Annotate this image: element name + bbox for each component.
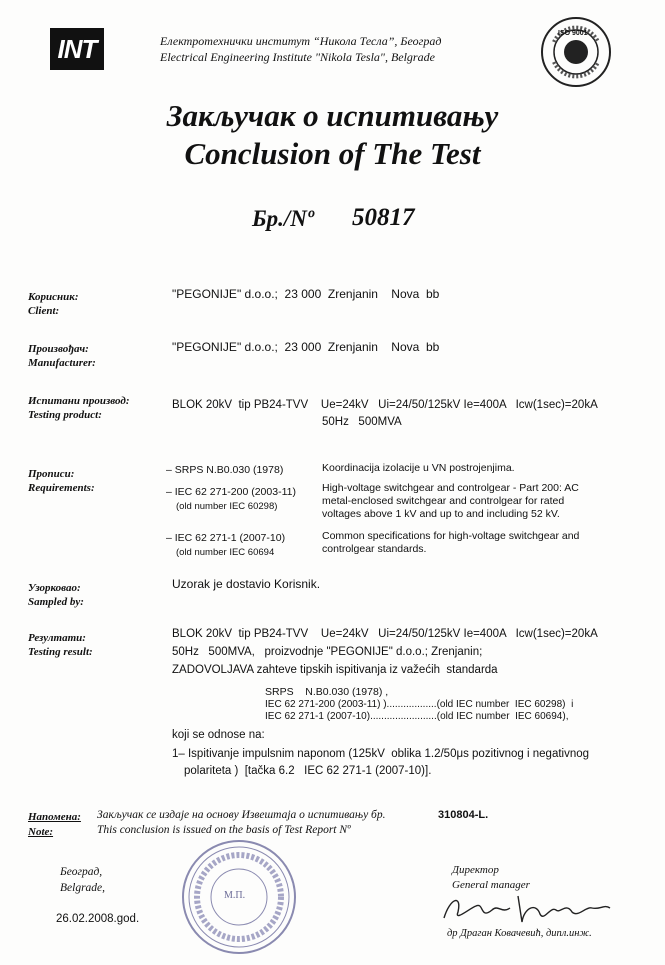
client-value: "PEGONIJE" d.o.o.; 23 000 Zrenjanin Nova bb xyxy=(172,287,440,301)
req-2-desc-3: voltages above 1 kV and up to and including 52 kV. xyxy=(322,508,560,520)
req-1-code: – SRPS N.B0.030 (1978) xyxy=(166,464,284,476)
title-en: Conclusion of The Test xyxy=(184,136,481,171)
product-line1: BLOK 20kV tip PB24-TVV Ue=24kV Ui=24/50/125kV Ie=400A Icw(1sec)=20kA xyxy=(172,399,598,411)
requirements-label-en: Requirements: xyxy=(28,482,95,494)
product-label-sr: Испитани производ: xyxy=(28,395,130,407)
institute-name-en: Electrical Engineering Institute "Nikola Tesla", Belgrade xyxy=(160,50,435,64)
note-text-en: This conclusion is issued on the basis of Test Report Nº xyxy=(97,824,351,836)
sampled-label-sr: Узорковао: xyxy=(28,582,81,594)
results-label-en: Testing result: xyxy=(28,646,93,658)
results-std3: IEC 62 271-1 (2007-10)........................(old IEC number IEC 60694), xyxy=(265,711,569,722)
req-3-desc-2: controlgear standards. xyxy=(322,543,427,555)
client-label-en: Client: xyxy=(28,305,60,317)
req-3-code: – IEC 62 271-1 (2007-10) xyxy=(166,532,286,544)
director-name: др Драган Ковачевић, дипл.инж. xyxy=(447,928,592,939)
title-sr: Закључак о испитивању xyxy=(166,98,499,133)
results-item1b: polariteta ) [tačka 6.2 IEC 62 271-1 (2007-10)]. xyxy=(184,765,432,777)
certification-seal xyxy=(540,16,612,88)
doc-number-label: Бр./Nº xyxy=(252,206,314,231)
product-label-en: Testing product: xyxy=(28,409,102,421)
official-stamp xyxy=(180,838,298,956)
req-1-desc: Koordinacija izolacije u VN postrojenjima. xyxy=(322,462,515,474)
req-2-desc-1: High-voltage switchgear and controlgear - Part 200: AC xyxy=(322,482,579,494)
product-line2: 50Hz 500MVA xyxy=(322,416,402,428)
director-title-sr: Директор xyxy=(452,864,499,876)
manufacturer-label-en: Manufacturer: xyxy=(28,357,96,369)
issue-date: 26.02.2008.god. xyxy=(56,913,140,925)
req-2-code: – IEC 62 271-200 (2003-11) xyxy=(166,486,296,498)
requirements-label-sr: Прописи: xyxy=(28,468,75,480)
place-en: Belgrade, xyxy=(60,882,106,894)
results-label-sr: Резултати: xyxy=(28,632,86,644)
stamp-center-text: М.П. xyxy=(224,890,246,901)
institute-logo xyxy=(50,28,104,70)
note-text-sr: Закључак се издаје на основу Извештаја о испитивању бр. xyxy=(97,809,386,821)
director-signature xyxy=(440,888,620,930)
director-title-en: General manager xyxy=(452,879,530,891)
req-2-old: (old number IEC 60298) xyxy=(176,501,278,512)
req-3-desc-1: Common specifications for high-voltage switchgear and xyxy=(322,530,580,542)
cert-text: ISO 9001 xyxy=(558,30,588,37)
note-label-sr: Напомена: xyxy=(28,811,81,823)
results-line4: koji se odnose na: xyxy=(172,729,265,741)
results-std2: IEC 62 271-200 (2003-11) )..................(old IEC number IEC 60298) i xyxy=(265,699,574,710)
results-item1a: 1– Ispitivanje impulsnim naponom (125kV oblika 1.2/50μs pozitivnog i negativnog xyxy=(172,748,590,760)
sampled-value: Uzorak je dostavio Korisnik. xyxy=(172,577,321,591)
institute-name-sr: Електротехнички институт “Никола Тесла”, Београд xyxy=(160,34,442,48)
place-sr: Београд, xyxy=(60,866,103,878)
note-label-en: Note: xyxy=(28,826,54,838)
logo-text: INT xyxy=(57,33,97,64)
note-report-number: 310804-L. xyxy=(438,809,489,821)
results-std1: SRPS N.B0.030 (1978) , xyxy=(265,686,389,698)
sampled-label-en: Sampled by: xyxy=(28,596,84,608)
results-line3: ZADOVOLJAVA zahteve tipskih ispitivanja iz važećih standarda xyxy=(172,664,498,676)
doc-number-value: 50817 xyxy=(352,204,415,231)
req-2-desc-2: metal-enclosed switchgear and controlgear for rated xyxy=(322,495,565,507)
client-label-sr: Корисник: xyxy=(28,291,79,303)
req-3-old: (old number IEC 60694 xyxy=(176,547,275,558)
results-line2: 50Hz 500MVA, proizvodnje "PEGONIJE" d.o.o.; Zrenjanin; xyxy=(172,646,483,658)
manufacturer-value: "PEGONIJE" d.o.o.; 23 000 Zrenjanin Nova bb xyxy=(172,340,440,354)
manufacturer-label-sr: Произвођач: xyxy=(28,343,89,355)
results-line1: BLOK 20kV tip PB24-TVV Ue=24kV Ui=24/50/125kV Ie=400A Icw(1sec)=20kA xyxy=(172,628,598,640)
